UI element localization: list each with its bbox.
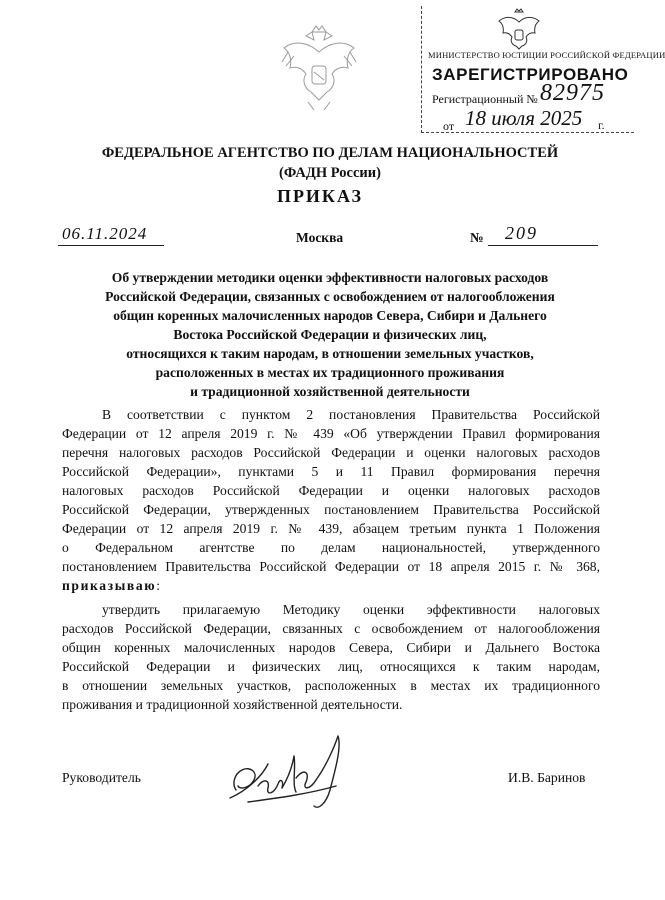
signatory-role: Руководитель (62, 770, 141, 785)
order-number-sign: № (470, 230, 484, 245)
paragraph-line: утвердить прилагаемую Методику оценки эффективности налоговых (102, 602, 600, 617)
stamp-registered-label: ЗАРЕГИСТРИРОВАНО (432, 65, 629, 84)
heading-line: относящихся к таким народам, в отношении земельных участков, (126, 346, 534, 361)
paragraph-line: Российской Федерации и физических лиц, относящихся к таким народам, (62, 659, 600, 674)
stamp-ministry-name: МИНИСТЕРСТВО ЮСТИЦИИ РОССИЙСКОЙ ФЕДЕРАЦИИ (428, 50, 665, 60)
heading-line: расположенных в местах их традиционного проживания (155, 365, 505, 380)
paragraph-line: о Федеральном агентстве по делам национальностей, утвержденного (62, 540, 600, 555)
stamp-reg-number-label: Регистрационный № (432, 92, 538, 106)
paragraph-line: Федерации от 12 апреля 2019 г. № 439 «Об утверждении Правил формирования (62, 426, 600, 441)
paragraph-line: Российской Федерации, утвержденных постановлением Правительства Российской (62, 502, 600, 517)
number-underline (488, 245, 598, 246)
decree-word: приказываю (62, 578, 157, 593)
order-number: 209 (505, 223, 538, 243)
order-subject-heading (60, 268, 600, 401)
heading-line: общин коренных малочисленных народов Севера, Сибири и Дальнего (113, 308, 547, 323)
paragraph-line: налоговых расходов Российской Федерации и оценки налоговых расходов (62, 483, 600, 498)
stamp-from-label: от (443, 119, 455, 133)
heading-line: Востока Российской Федерации и физических лиц, (173, 327, 487, 342)
decree-colon: : (156, 578, 161, 593)
heading-line: Об утверждении методики оценки эффективности налоговых расходов (111, 270, 549, 285)
resolution-paragraph (62, 600, 600, 714)
agency-header (60, 143, 600, 183)
order-date: 06.11.2024 (62, 224, 148, 243)
paragraph-line: перечня налоговых расходов Российской Федерации и оценки налоговых расходов (62, 445, 600, 460)
paragraph-line: проживания и традиционной хозяйственной деятельности. (62, 697, 403, 712)
paragraph-line: Российской Федерации», пунктами 5 и 11 Правил формирования перечня (62, 464, 600, 479)
paragraph-line: В соответствии с пунктом 2 постановления Правительства Российской (102, 407, 600, 422)
stamp-year-suffix: г. (598, 118, 605, 132)
preamble-paragraph (62, 405, 600, 595)
paragraph-line: в отношении земельных участков, расположенных в местах их традиционного (62, 678, 600, 693)
date-underline (58, 245, 164, 246)
stamp-reg-date: 18 июля 2025 (465, 106, 583, 130)
heading-line: Российской Федерации, связанных с освобождением от налогообложения (105, 289, 555, 304)
paragraph-line: расходов Российской Федерации, связанных с освобождением от налогообложения (62, 621, 600, 636)
agency-name: ФЕДЕРАЛЬНОЕ АГЕНТСТВО ПО ДЕЛАМ НАЦИОНАЛЬНОСТЕЙ (101, 145, 559, 161)
handwritten-signature (218, 728, 368, 818)
agency-short-name: (ФАДН России) (279, 165, 381, 181)
stamp-reg-number: 82975 (540, 80, 605, 106)
paragraph-line: общин коренных малочисленных народов Севера, Сибири и Дальнего Востока (62, 640, 600, 655)
signatory-name: И.В. Баринов (508, 770, 586, 785)
stamp-emblem-icon (496, 8, 542, 50)
decree-line (62, 576, 600, 595)
paragraph-line: постановлением Правительства Российской Федерации от 18 апреля 2015 г. № 368, (62, 559, 600, 574)
order-city: Москва (296, 230, 344, 245)
heading-line: и традиционной хозяйственной деятельности (190, 384, 470, 399)
document-title: ПРИКАЗ (276, 186, 364, 206)
paragraph-line: Федерации от 12 апреля 2019 г. № 439, абзацем третьим пункта 1 Положения (62, 521, 600, 536)
state-emblem-icon (278, 22, 360, 116)
